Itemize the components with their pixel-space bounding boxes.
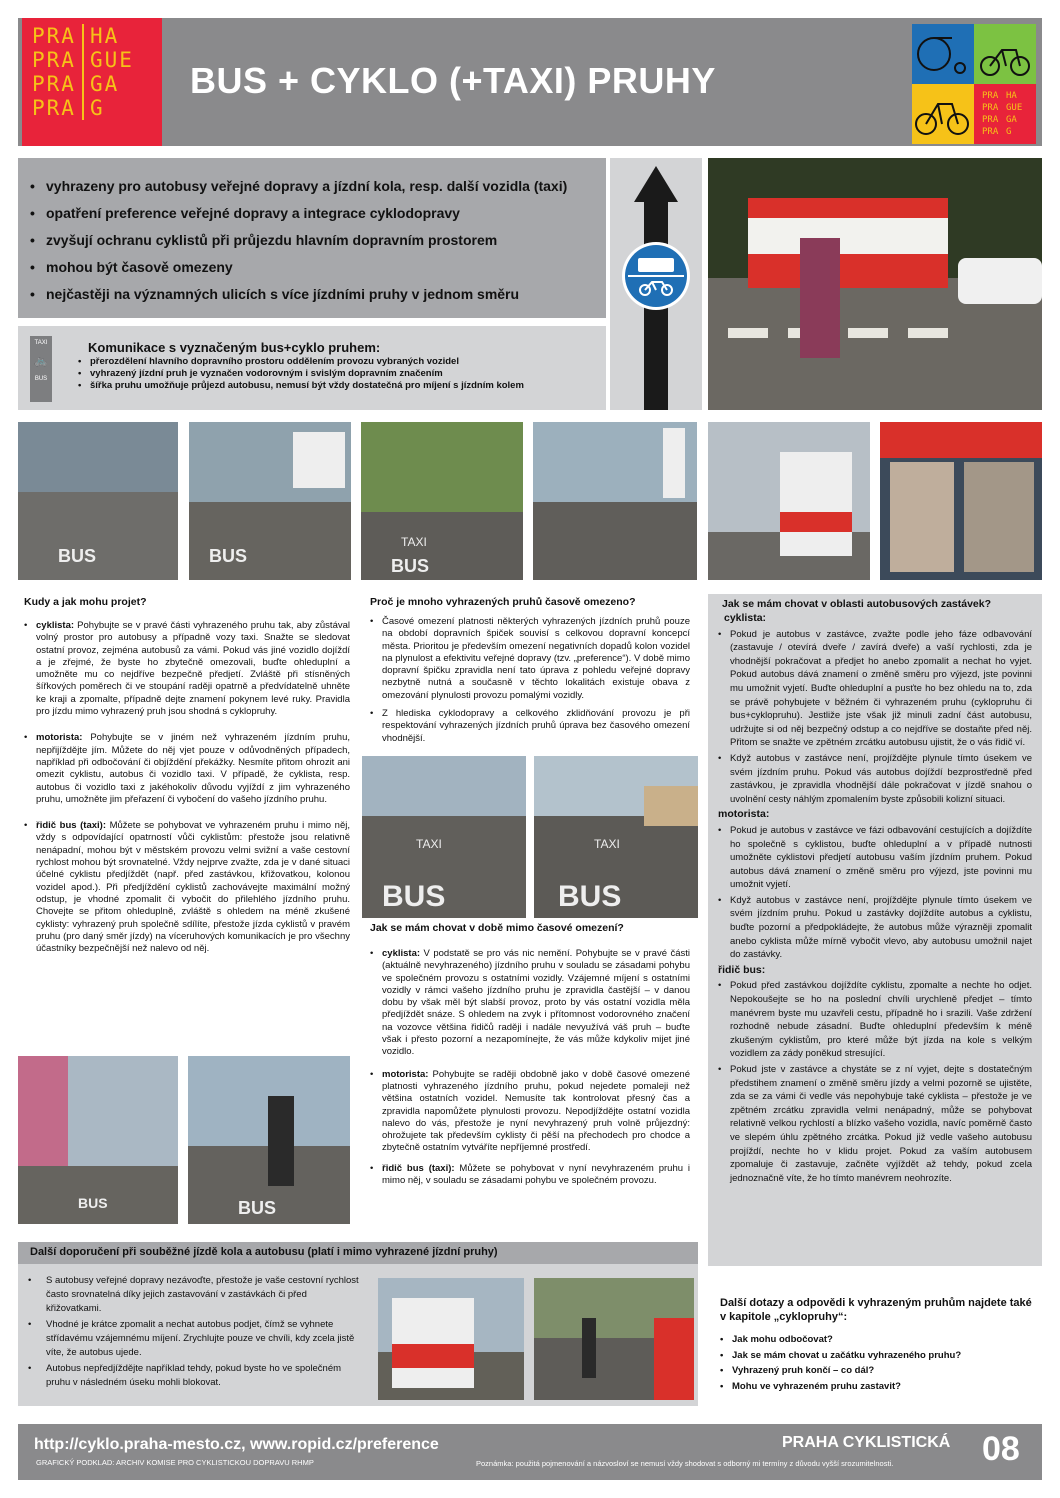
praha-logo: PRA HA PRA GUE PRA GA PRA G <box>22 18 162 146</box>
small-logo-text: PRA <box>982 115 999 125</box>
section-title: Proč je mnoho vyhrazených pruhů časově omezeno? <box>370 596 636 608</box>
praha-cyklisticka-logo <box>912 24 1036 144</box>
text-item: Když autobus v zastávce není, projíždějte plynule tímto úsekem ve svém jízdním pruhu. Pokud u zastávky dojíždíte autobus a cyklistu, buďte pozorní a předpokládejte, že autobus může výrazněji zpomalit anebo cyklista může mírně vybočit vlevo, aby autobusu umožnil najet do zastávky. <box>730 894 1032 961</box>
photo-bus-at-stop <box>708 422 870 580</box>
intro-bullet: opatření preference veřejné dopravy a integrace cyklodopravy <box>46 205 460 221</box>
small-logo-text: GA <box>1006 115 1017 125</box>
text-item: Pokud je autobus v zastávce ve fázi odbavování cestujících a dojíždíte ho společně s cyklistou, buďte ohleduplní a v případě nutnosti umožněte cyklistovi předjetí autobusu vaším jízdním pruhem. Pokud autobus dává znamení o změně směru pro výjezd, jste povinni mu umožnit vyjetí. <box>730 824 1032 891</box>
communication-list: • přerozdělení hlavního dopravního prostoru oddělením provozu vybraných vozidel • vyhrazený jízdní pruh je vyznačen vodorovným i svislým dopravním značením • šířka pruhu umožňuje průjezd autobusu, nemusí být vždy dostatečná pro míjení s jízdním kolem <box>78 356 524 391</box>
faq-title: Další dotazy a odpovědi k vyhrazeným pruhům najdete také v kapitole „cyklopruhy“: <box>720 1297 1032 1323</box>
text-item: Časové omezení platnosti některých vyhrazených jízdních pruhů pouze na období dopravních špiček souvisí s celkovou dopravní koncepcí města. Prioritou je především omezení negativních dopadů kolon vozidel na plynulost a efektivitu veřejné dopravy (tzv. „preference“). V době mimo dopravní špičku zpravidla není tato úprava z pohledu veřejné dopravy nezbytně nutná a současně v těchto lokalitách existuje obava z omezování plynulosti provozu pomalými vozidly. <box>382 616 690 701</box>
small-logo-text: PRA <box>982 127 999 137</box>
page-title: BUS + CYKLO (+TAXI) PRUHY <box>190 60 716 101</box>
road-marking-text: BUS <box>209 546 248 566</box>
photo-bus-and-cyclist-1 <box>378 1278 524 1400</box>
text-item: Když autobus v zastávce není, projíždějte plynule tímto úsekem ve svém jízdním pruhu. Pokud vás autobus dojíždí bezprostředně před zastávkou, je zpravidla vhodnější dále pokračovat v jízdě snahou o uvolnění cesty náhlým zpomalením byste způsobili kolizní situaci. <box>730 752 1032 805</box>
footer-links[interactable]: http://cyklo.praha-mesto.cz, www.ropid.cz/preference <box>34 1436 439 1453</box>
page-number: 08 <box>982 1430 1020 1468</box>
group-label: motorista: <box>718 808 770 821</box>
recommendation-item: Vhodné je krátce zpomalit a nechat autobus podjet, čímž se vyhnete střídavému vzájemnému míjení. Zrychlujte pouze ve chvíli, kdy zcela jistě víte, že autobus ujede. <box>46 1319 355 1358</box>
footer <box>18 1424 1042 1480</box>
road-marking-text: BUS <box>78 1195 108 1211</box>
communication-title: Komunikace s vyznačeným bus+cyklo pruhem: <box>88 340 381 355</box>
paragraph-cyclist: • cyklista: Pohybujte se v pravé části vyhrazeného pruhu tak, aby zůstával volný prostor pro autobusy a případně vozy taxi. Snažte se sledovat ostatní provoz, zejména autobusů za vámi. Pokud vás jiné vozidlo dojíždí a je zřejmé, že byste ho zbytečně omezovali, buďte ohleduplní a umožněte mu co nejdříve bezpečně předjetí. Zvláště při stísněných šířkových poměrech či ve stoupání raději opatrně a předvídatelně uhněte ke kraji a zpomalte, případně dejte znamení pokynem levé ruky. Pravidla pro jízdu mimo vyhrazený pruh jsou shodná s cyklopruhy. <box>24 620 350 718</box>
column-outside-hours: Jak se mám chovat v době mimo časové omezení? • cyklista: V podstatě se pro vás nic nemění. Pohybujte se v pravé části (aktuálně nevyhrazeného) jízdního pruhu v souladu se zásadami pohybu ve společném provozu s ostatními vozidly. Vzájemné míjení s ostatními vozidly v rámci vašeho jízdního pruhu je zpravidla častější – v danou dobu by však měl být slabší provoz, proto by vás ostatní vozidla měla předjíždět snáze. S ohledem na zvyk i přítomnost vodorovného značení na vozovce většina řidičů raději i nadále nevyužívá váš pruh – buďte však i přesto pozorní a nezapomínejte, že vás může kdykoliv mijet jiné vozidlo. • motorista: Pohybujte se raději obdobně jako v době časové omezené platnosti vyhrazeného jízdního pruhu, pokud nejedete pomaleji než většina ostatních vozidel. Nemusíte tak kontrolovat přesný čas a zpravidla napomůžete plynulosti provozu. Nepodjíždějte ostatní vozidla nalevo do vás, přestože je nyní nevyhrazený pruh volně průjezdný: ohrožujete tak především cyklisty či pěší na přechodech pro chodce a zbytečně ostatním vytváříte nepříjemné prostředí. • řidič bus (taxi): Můžete se pohybovat v nyní nevyhrazeném pruhu i mimo něj, v souladu se zásadami pohybu ve společném provozu. <box>370 922 690 1187</box>
section-title: Jak se mám chovat v době mimo časové omezení? <box>370 922 624 934</box>
faq-item: Mohu ve vyhrazeném pruhu zastavit? <box>732 1380 901 1392</box>
section-title: Jak se mám chovat v oblasti autobusových zastávek? <box>722 598 992 610</box>
traffic-sign-illustration <box>610 158 702 410</box>
communication-item: přerozdělení hlavního dopravního prostoru oddělením provozu vybraných vozidel <box>90 356 459 367</box>
faq-item: Vyhrazený pruh končí – co dál? <box>732 1365 875 1376</box>
column-time-limited: Proč je mnoho vyhrazených pruhů časově omezeno? • Časové omezení platnosti některých vyhrazených jízdních pruhů pouze na období dopravních špiček souvisí s celkovou dopravní koncepcí města. Prioritou je především omezení negativních dopadů kolon vozidel na plynulost a efektivitu veřejné dopravy (tzv. „preference“). V době mimo dopravní špičku zpravidla není tato úprava z pohledu veřejné dopravy nezbytně nutná a současně v těchto lokalitách existuje obava z omezování plynulosti provozu pomalými vozidly. • Z hlediska cyklodopravy a celkového zklidňování provozu je při respektování vyhrazených jízdních pruhů úprava bez časového omezení vhodnější. <box>370 596 690 744</box>
footer-note: Poznámka: použitá pojmenování a názvosloví se nemusí vždy shodovat s odborný mi termíny z důvodu vyšší srozumitelnosti. <box>476 1459 894 1468</box>
section-title: Kudy a jak mohu projet? <box>24 596 147 608</box>
road-marking-text: TAXI <box>594 837 620 851</box>
road-marking-text: BUS <box>382 880 446 913</box>
recommendation-item: S autobusy veřejné dopravy nezávoďte, přestože je vaše cestovní rychlost často srovnatelná díky jejich zastavování v zastávkách či před křižovatkami. <box>46 1275 359 1314</box>
photo-bus-lane-marking-2 <box>189 422 351 580</box>
recommendation-list: • S autobusy veřejné dopravy nezávoďte, přestože je vaše cestovní rychlost často srovnatelná díky jejich zastavování v zastávkách či před křižovatkami. • Vhodné je krátce zpomalit a nechat autobus podjet, čímž se vyhnete střídavému vzájemnému míjení. Zrychlujte pouze ve chvíli, kdy zcela jistě víte, že autobus ujede. • Autobus nepředjíždějte například tehdy, pokud byste ho ve společném pruhu v následném úseku mohli blokovat. <box>28 1275 359 1388</box>
road-marking-text: BUS <box>58 546 97 566</box>
text-item: Pokud je autobus v zastávce, zvažte podle jeho fáze odbavování (zastavuje / otevírá dveře / zavírá dveře) a vaší rychlosti, zda je vhodnější pokračovat a předjet ho anebo zpomalit a nechat ho vyjet. Pokud autobus dává znamení o změně směru pro výjezd, jste povinni mu umožnit vyjetí. Buďte ohleduplní a pusťte ho bez ohledu na to, zda se právě pohybujete v běžném či vyhrazeném pruhu (cyklopruhu či bus+cyklopruhu). Jestliže jste však již minuli zadní část autobusu, udržujte si od něj bezpečný odstup a co nejdříve se dostaňte před něj. Přitom se snažte ve zpětném zrcátku autobusu ujistit, že o vás řidič ví. <box>730 628 1032 749</box>
road-marking-text: TAXI <box>416 837 442 851</box>
small-logo-text: GUE <box>1006 103 1023 113</box>
photo-taxi-bus-marking-1 <box>362 756 526 918</box>
photo-bus-lane-marking-1 <box>18 422 178 580</box>
photo-cyclist-bus-lane <box>188 1056 350 1224</box>
photo-bus-lane-marking-4 <box>533 422 697 580</box>
intro-bullet: zvyšují ochranu cyklistů při průjezdu hlavním dopravním prostorem <box>46 232 498 248</box>
small-logo-text: PRA <box>982 103 999 113</box>
road-marking-text: BUS <box>238 1198 277 1218</box>
text-item: Pokud před zastávkou dojíždíte cyklistu, zpomalte a nechte ho odjet. Nepokoušejte se ho na poslední chvíli urychleně předjet – tímto manévrem byste mu uzavřeli cestu, případně ho i srazili. Vaše zdržení rozhodně nebude zásadní. Buďte ohleduplní především k méně zkušeným cyklistům, pro které může být jízda na kole s velkým vozidlem za zády poněkud stresující. <box>730 980 1032 1060</box>
photo-cyclist-street <box>18 1056 178 1224</box>
group-label: řidič bus: <box>718 963 766 976</box>
intro-bullet: vyhrazeny pro autobusy veřejné dopravy a jízdní kola, resp. další vozidla (taxi) <box>46 178 568 194</box>
paragraph-motorist: • motorista: Pohybujte se v jiném než vyhrazeném jízdním pruhu, nepřijíždějte jím. Můžete do něj vjet pouze v odůvodněných případech, například při odbočování či objíždění překážky. Nesmíte přitom ohrozit ani omezit cyklistu, autobus či vozidlo taxi. V případě, že cyklista, resp. autobus či vozidlo taxi z jakéhokoliv důvodu vyjíždí z jim vyhrazeného pruhu, umožněte jim přeřazení či vybočení do vašeho jízdního pruhu. <box>24 732 350 805</box>
recommendation-item: Autobus nepředjíždějte například tehdy, pokud byste ho ve společném pruhu v následném úseku mohli blokovat. <box>46 1363 342 1388</box>
communication-item: vyhrazený jízdní pruh je vyznačen vodorovným i svislým dopravním značením <box>90 368 443 379</box>
faq-item: Jak mohu odbočovat? <box>732 1334 833 1345</box>
small-logo-text: PRA <box>982 91 999 101</box>
faq: Další dotazy a odpovědi k vyhrazeným pruhům najdete také v kapitole „cyklopruhy“: • Jak mohu odbočovat? • Jak se mám chovat u začátku vyhrazeného pruhu? • Vyhrazený pruh končí – co dál? • Mohu ve vyhrazeném pruhu zastavit? <box>720 1296 1036 1394</box>
text-item: Pokud jste v zastávce a chystáte se z ní vyjet, dejte s dostatečným předstihem znamení o změně směru jízdy a velmi pozorně se ujistěte, zda se za vámi či vedle vás nepohybuje také cyklista – přestože je ve zpětném zrcátku zpravidla velmi nenápadný, může se pohybovat relativně velkou rychlostí a blízko vašeho vozidla, navíc poměrně často ve slepém úhlu zpětného zrcátka. Pokud již vedle vašeho autobusu projíždí, nechte ho v klidu projet. Pokud za vaším autobusem zpomaluje či zastavuje, začněte vyjíždět až tehdy, pokud zcela jednoznačně víte, že ho tímto manévrem neohrozíte. <box>730 1064 1032 1184</box>
road-marking-text: TAXI <box>401 535 427 549</box>
intro-bullet: mohou být časově omezeny <box>46 259 233 275</box>
text-item: Z hlediska cyklodopravy a celkového zklidňování provozu je při respektování vyhrazených jízdních pruhů úprava bez časového omezení vhodnější. <box>382 708 690 744</box>
column-bus-stops: Jak se mám chovat v oblasti autobusových zastávek? cyklista: • Pokud je autobus v zastávce, zvažte podle jeho fáze odbavování (zastavuje / otevírá dveře / zavírá dveře) a vaší rychlosti, zda je vhodnější pokračovat a předjet ho anebo zpomalit a nechat ho vyjet. Pokud autobus dává znamení o změně směru pro výjezd, jste povinni mu umožnit vyjetí. Buďte ohleduplní a pusťte ho bez ohledu na to, zda se právě pohybujete v běžném či vyhrazeném pruhu (cyklopruhu či bus+cyklopruhu). Jestliže jste však již minuli zadní část autobusu, udržujte si od něj bezpečný odstup a co nejdříve se dostaňte před něj. Přitom se snažte ve zpětném zrcátku autobusu ujistit, že o vás řidič ví. • Když autobus v zastávce není, projíždějte plynule tímto úsekem ve svém jízdním pruhu. Pokud vás autobus dojíždí bezprostředně před zastávkou, je zpravidla vhodnější dále pokračovat v jízdě snahou o uvolnění cesty náhlým zpomalením byste způsobili kolizní situaci. motorista: • Pokud je autobus v zastávce ve fázi odbavování cestujících a dojíždíte ho společně s cyklistou, buďte ohleduplní a v případě nutnosti umožněte cyklistovi předjetí autobusu vaším jízdním pruhem. Pokud autobus dává znamení o změně směru pro výjezd, jste povinni mu umožnit vyjetí. • Když autobus v zastávce není, projíždějte plynule tímto úsekem ve svém jízdním pruhu. Pokud u zastávky dojíždíte autobus a cyklistu, buďte pozorní a předpokládejte, že autobus může výrazněji zpomalit anebo cyklista může mírně vybočit vlevo, aby autobusu umožnil najet do zastávky. řidič bus: • Pokud před zastávkou dojíždíte cyklistu, zpomalte a nechte ho odjet. Nepokoušejte se ho na poslední chvíli urychleně předjet – tímto manévrem byste mu uzavřeli cestu, případně ho i srazili. Vaše zdržení rozhodně nebude zásadní. Buďte ohleduplní především k méně zkušeným cyklistům, pro které může být jízda na kole s velkým vozidlem za zády poněkud stresující. • Pokud jste v zastávce a chystáte se z ní vyjet, dejte s dostatečným předstihem znamení o změně směru jízdy a velmi pozorně se ujistěte, zda se za vámi či vedle vás nepohybuje také cyklista – přestože je ve zpětném zrcátku zpravidla velmi nenápadný, může se pohybovat relativně velkou rychlostí a blízko vašeho vozidla, navíc poměrně často ve slepém úhlu zpětného zrcátka. Pokud již vedle vašeho autobusu projíždí, nechte ho v klidu projet. Pokud za vaším autobusem zpomaluje či zastavuje, začněte vyjíždět až tehdy, pokud zcela jednoznačně víte, že ho tímto manévrem neohrozíte. <box>708 594 1042 1266</box>
photo-cyclist-bus <box>708 158 1042 410</box>
taxi-bus-sign-icon: TAXI 🚲 BUS <box>30 336 52 402</box>
group-label: cyklista: <box>724 612 767 624</box>
small-logo-text: HA <box>1006 91 1017 101</box>
road-marking-text: BUS <box>558 880 622 913</box>
column-route <box>24 596 350 961</box>
paragraph-bus-driver: • řidič bus (taxi): Můžete se pohybovat ve vyhrazeném pruhu i mimo něj, vždy s odpovídající opatrností vůči cyklistům: přestože jsou relativně nenápadní, mohou být v městském provozu velmi svižní a vaše cestovní rychlost mohou být srovnatelné. Vždy nejprve zvažte, zda je v dané situaci účelné cyklistu předjíždět (např. před zastávkou, křižovatkou, kolonou vozidel apod.). Při předjíždění cyklistů zachovávejte maximální možný odstup, je vhodné zpomalit či vybočit do přilehlého jízdního pruhu. Chovejte se přitom ohleduplně, zvláště s ohledem na méně zkušené cyklisty: vyhrazený pruh společně sdílíte, přestože jízda cyklistů v pravém pruhu (pro daný směr jízdy) na víceruhových komunikacích je pro všechny účastníky bezpečnější než nalevo od něj. <box>24 820 350 955</box>
road-marking-text: BUS <box>391 556 430 576</box>
small-logo-text: G <box>1006 127 1012 137</box>
photo-bus-and-cyclist-2 <box>534 1278 694 1400</box>
intro-bullets: • vyhrazeny pro autobusy veřejné dopravy a jízdní kola, resp. další vozidla (taxi) • opatření preference veřejné dopravy a integrace cyklodopravy • zvyšují ochranu cyklistů při průjezdu hlavním dopravním prostorem • mohou být časově omezeny • nejčastěji na významných ulicích s více jízdními pruhy v jednom směru <box>18 158 606 318</box>
communication-item: šířka pruhu umožňuje průjezd autobusu, nemusí být vždy dostatečná pro míjení s jízdním kolem <box>90 380 524 391</box>
faq-item: Jak se mám chovat u začátku vyhrazeného pruhu? <box>732 1349 962 1361</box>
photo-bus-interior <box>880 422 1042 580</box>
footer-credit: GRAFICKÝ PODKLAD: ARCHIV KOMISE PRO CYKLISTICKOU DOPRAVU RHMP <box>36 1458 314 1467</box>
footer-series: PRAHA CYKLISTICKÁ <box>782 1434 951 1451</box>
photo-bus-lane-marking-3 <box>361 422 523 580</box>
recommendation-title: Další doporučení při souběžné jízdě kola a autobusu (platí i mimo vyhrazené jízdní pruhy) <box>30 1246 498 1258</box>
intro-bullet: nejčastěji na významných ulicích s více jízdními pruhy v jednom směru <box>46 286 520 302</box>
photo-taxi-bus-marking-2 <box>534 756 698 918</box>
